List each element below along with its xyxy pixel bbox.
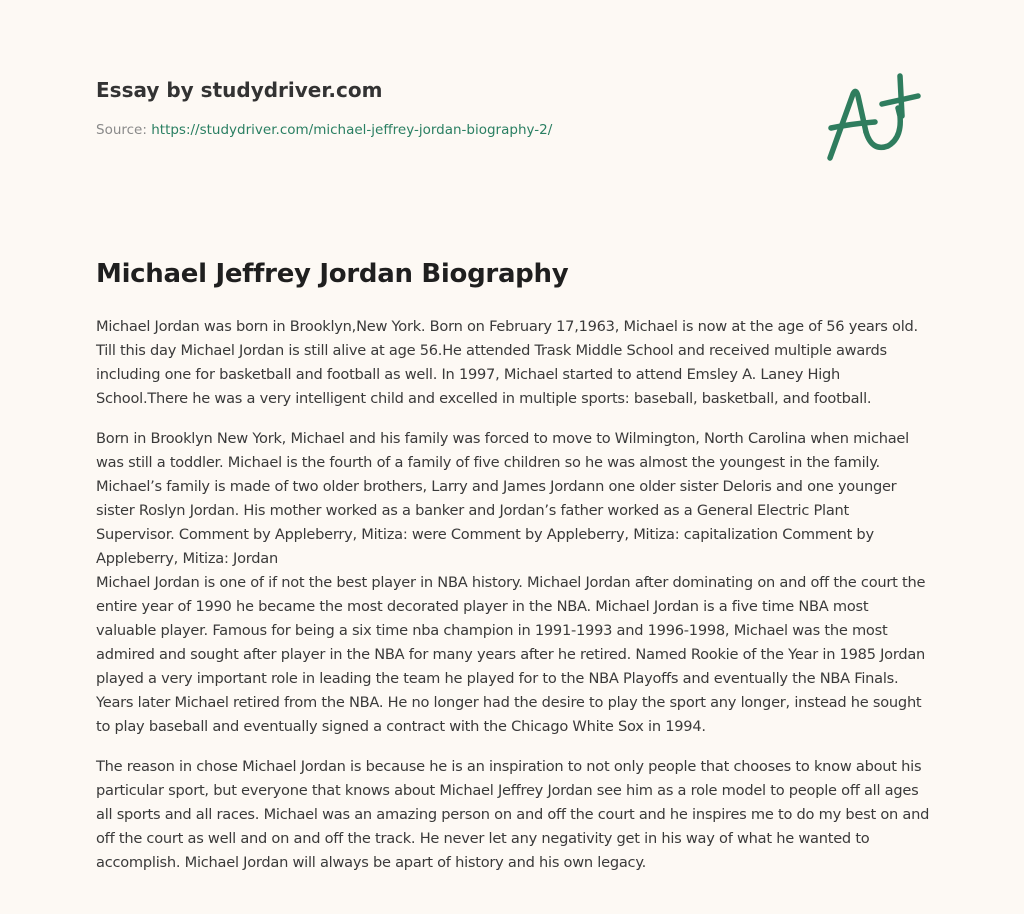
essay-body [96,315,930,891]
paragraph-1: Michael Jordan was born in Brooklyn,New York. Born on February 17,1963, Michael is now at the age of 56 years old. Till this day Michael Jordan is still alive at age 56.He attended Trask Middle School and received multiple awards including one for basketball and football as well. In 1997, Michael started to attend Emsley A. Laney High School.There he was a very intelligent child and excelled in multiple sports: baseball, basketball, and football. [96,318,918,407]
page-title: Michael Jeffrey Jordan Biography [96,259,569,289]
source-label: Source: [96,122,147,138]
essay-header [96,74,796,140]
site-title: Essay by studydriver.com [96,78,383,102]
paragraph-4: The reason in chose Michael Jordan is because he is an inspiration to not only people that chooses to know about his particular sport, but everyone that knows about Michael Jeffrey Jordan see him as a role model to people off all ages all sports and all races. Michael was an amazing person on and off the court and he inspires me to do my best on and off the court as well and on and off the track. He never let any negativity get in his way of what he wanted to accomplish. Michael Jordan will always be apart of history and his own legacy. [96,758,930,871]
source-link[interactable]: https://studydriver.com/michael-jeffrey-jordan-biography-2/ [151,122,553,138]
a-plus-grade-icon [820,66,930,166]
source-line [96,120,796,140]
paragraph-2: Born in Brooklyn New York, Michael and his family was forced to move to Wilmington, North Carolina when michael was still a toddler. Michael is the fourth of a family of five children so he was almost the youngest in the family. Michael’s family is made of two older brothers, Larry and James Jordann one older sister Deloris and one younger sister Roslyn Jordan. His mother worked as a banker and Jordan’s father worked as a General Electric Plant Supervisor. Comment by Appleberry, Mitiza: were Comment by Appleberry, Mitiza: capitalization Comment by Appleberry, Mitiza: Jordan [96,430,909,567]
paragraph-3: Michael Jordan is one of if not the best player in NBA history. Michael Jordan after dominating on and off the court the entire year of 1990 he became the most decorated player in the NBA. Michael Jordan is a five time NBA most valuable player. Famous for being a six time nba champion in 1991-1993 and 1996-1998, Michael was the most admired and sought after player in the NBA for many years after he retired. Named Rookie of the Year in 1985 Jordan played a very important role in leading the team he played for to the NBA Playoffs and eventually the NBA Finals. Years later Michael retired from the NBA. He no longer had the desire to play the sport any longer, instead he sought to play baseball and eventually signed a contract with the Chicago White Sox in 1994. [96,574,926,735]
